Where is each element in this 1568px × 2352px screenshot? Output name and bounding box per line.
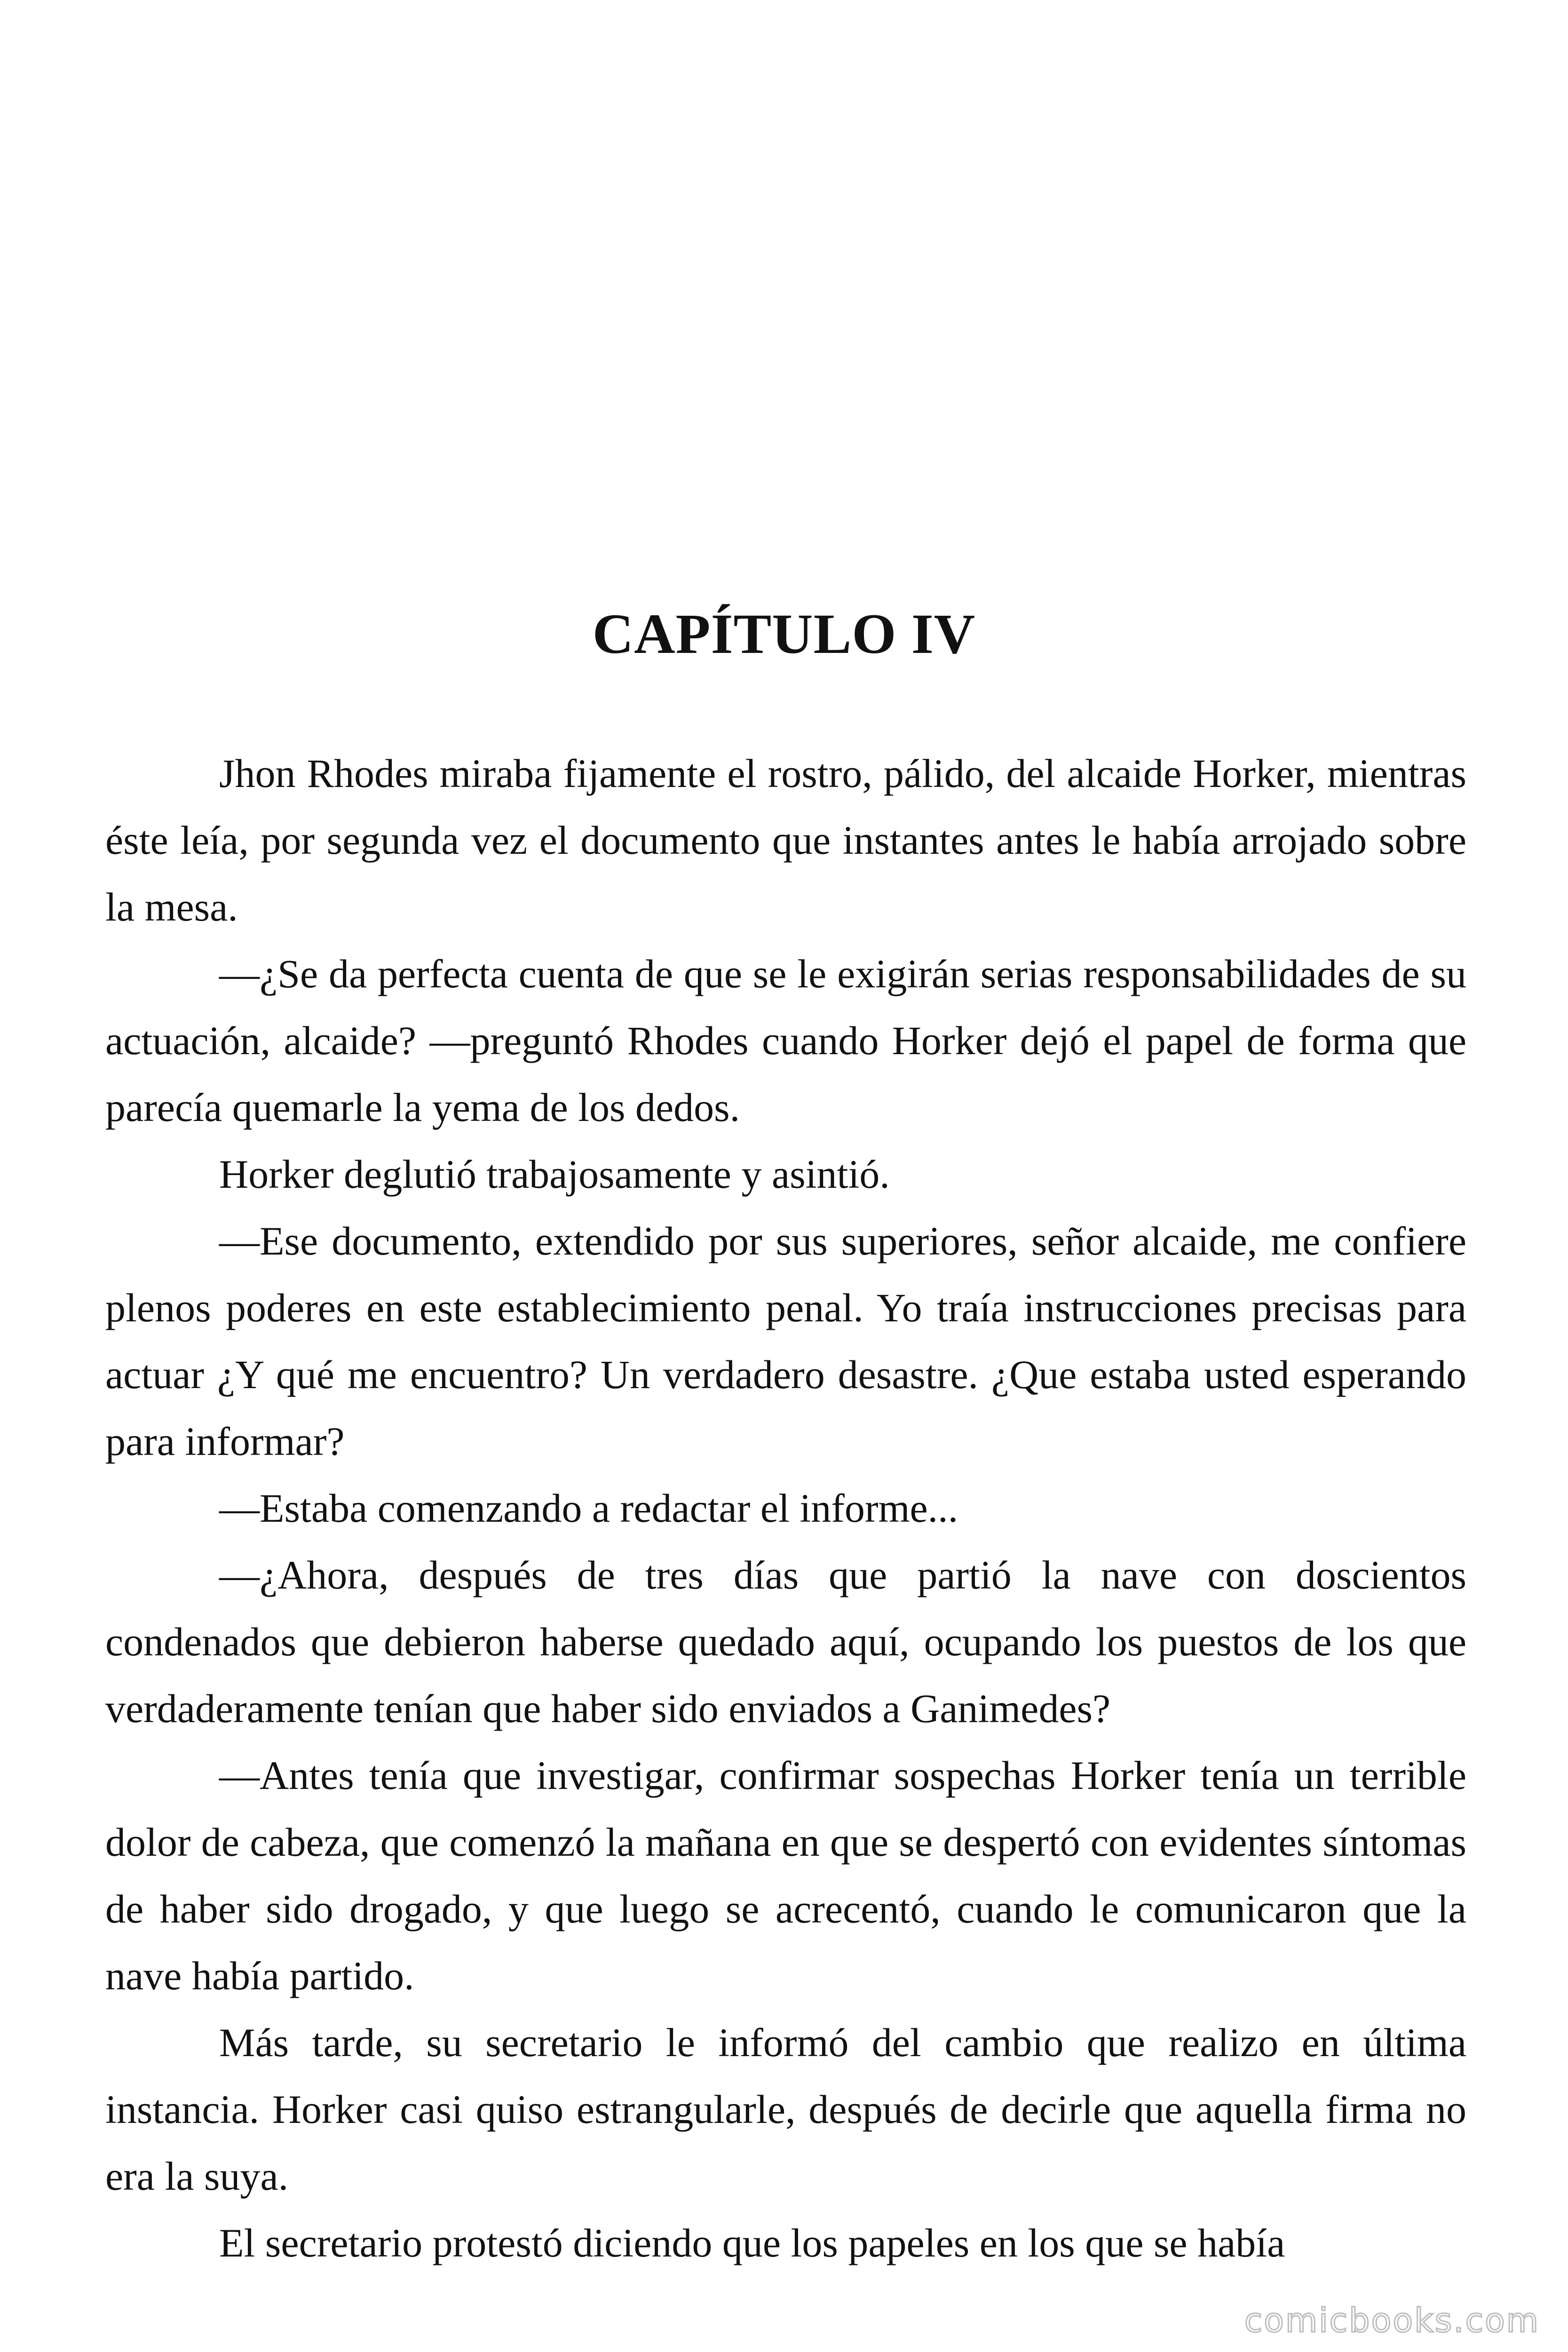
- chapter-body: [105, 740, 1466, 2276]
- paragraph: —Antes tenía que investigar, confirmar sospechas Horker tenía un terrible dolor de cabeza, que comenzó la mañana en que se despertó con evidentes síntomas de haber sido drogado, y que luego se acrecentó, cuando le comunicaron que la nave había partido.: [105, 1753, 1466, 1998]
- paragraph: El secretario protestó diciendo que los papeles en los que se había: [219, 2220, 1285, 2265]
- paragraph: Más tarde, su secretario le informó del cambio que realizo en última instancia. Horker casi quiso estrangularle, después de decirle que aquella firma no era la suya.: [105, 2020, 1466, 2199]
- paragraph: —Estaba comenzando a redactar el informe...: [219, 1486, 958, 1531]
- paragraph: —¿Ahora, después de tres días que partió la nave con doscientos condenados que debieron haberse quedado aquí, ocupando los puestos de los que verdaderamente tenían que haber sido enviados a Ganimedes?: [105, 1552, 1466, 1731]
- paragraph: Jhon Rhodes miraba fijamente el rostro, pálido, del alcaide Horker, mientras éste leía, por segunda vez el documento que instantes antes le había arrojado sobre la mesa.: [105, 751, 1466, 930]
- watermark: comicbooks.com: [1244, 2301, 1540, 2340]
- chapter-title: CAPÍTULO IV: [592, 603, 976, 666]
- paragraph: —Ese documento, extendido por sus superiores, señor alcaide, me confiere plenos poderes en este establecimiento penal. Yo traía instrucciones precisas para actuar ¿Y qué me encuentro? Un verdadero desastre. ¿Que estaba usted esperando para informar?: [105, 1218, 1466, 1464]
- paragraph: —¿Se da perfecta cuenta de que se le exigirán serias responsabilidades de su actuación, alcaide? —preguntó Rhodes cuando Horker dejó el papel de forma que parecía quemarle la yema de los dedos.: [105, 951, 1466, 1130]
- paragraph: Horker deglutió trabajosamente y asintió.: [219, 1152, 890, 1197]
